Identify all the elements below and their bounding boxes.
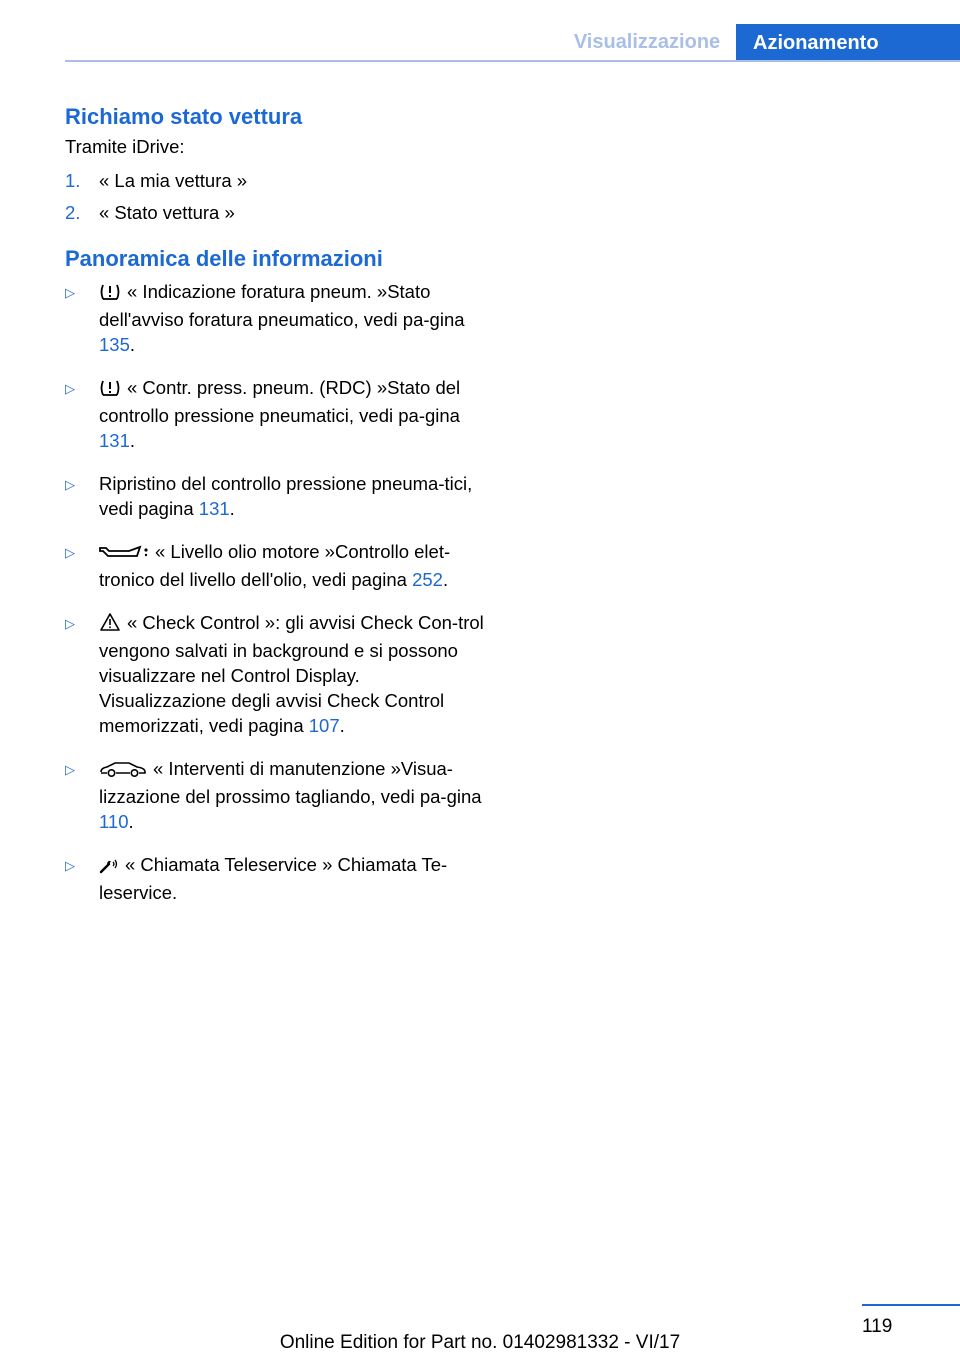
list-item — [65, 471, 485, 521]
bullet-triangle-icon: ▷ — [65, 477, 75, 492]
list-item — [65, 279, 485, 357]
page-reference-link[interactable]: 107 — [308, 715, 340, 736]
page-reference-link[interactable]: 135 — [99, 334, 130, 355]
list-item — [65, 199, 485, 227]
list-item-text — [99, 375, 485, 453]
item-description: « Check Control »: gli avvisi Check Con-trol vengono salvati in background e si possono visualizzare nel Control Display. Visualizzazione degli avvisi Check Control memorizzati, vedi pagina — [99, 612, 484, 736]
list-item-text — [99, 852, 485, 905]
item-description: « Livello olio motore »Controllo elet-tronico del livello dell'olio, vedi pagina — [99, 541, 451, 590]
list-item-text — [99, 471, 485, 521]
header-tab-azionamento[interactable]: Azionamento — [736, 24, 960, 62]
item-description: « Contr. press. pneum. (RDC) »Stato del controllo pressione pneumatici, vedi pa-gina — [99, 377, 461, 426]
list-item-text — [99, 610, 485, 738]
page-reference-link[interactable]: 110 — [99, 811, 129, 832]
item-description: « Interventi di manutenzione »Visua-lizzazione del prossimo tagliando, vedi pa-gina — [99, 758, 482, 807]
footer-edition: Online Edition for Part no. 01402981332 - VI/17 — [279, 1332, 681, 1353]
item-punctuation: . — [129, 334, 136, 355]
page-number-rule — [862, 1304, 960, 1306]
car-icon — [99, 759, 147, 784]
main-content — [65, 101, 485, 923]
item-punctuation: . — [129, 430, 136, 451]
list-item-text — [99, 539, 485, 592]
step-number: 1. — [65, 170, 81, 191]
item-description: « Chiamata Teleservice » Chiamata Te-leservice. — [99, 854, 448, 903]
step-text: « La mia vettura » — [99, 170, 248, 191]
warning-triangle-icon — [99, 612, 121, 638]
bullet-triangle-icon: ▷ — [65, 616, 75, 631]
bullet-triangle-icon: ▷ — [65, 545, 75, 560]
page-reference-link[interactable]: 252 — [412, 569, 443, 590]
intro-text: Tramite iDrive: — [65, 136, 185, 157]
page-reference-link[interactable]: 131 — [198, 498, 230, 519]
item-description: « Indicazione foratura pneum. »Stato dell'avviso foratura pneumatico, vedi pa-gina — [99, 281, 465, 330]
list-item-text — [99, 279, 485, 357]
tire-warning-icon — [99, 282, 121, 307]
section-title-richiamo: Richiamo stato vettura — [65, 104, 303, 129]
header-rule — [65, 60, 960, 62]
oil-can-icon — [99, 542, 149, 567]
step-text: « Stato vettura » — [99, 202, 235, 223]
list-item — [65, 375, 485, 453]
item-punctuation: . — [229, 498, 235, 519]
wrench-call-icon — [99, 855, 119, 880]
bullet-triangle-icon: ▷ — [65, 858, 75, 873]
item-punctuation: . — [128, 811, 134, 832]
step-number: 2. — [65, 202, 81, 223]
item-description: Ripristino del controllo pressione pneuma-tici, vedi pagina — [99, 473, 473, 519]
steps-list — [65, 167, 485, 227]
list-item — [65, 539, 485, 592]
item-punctuation: . — [442, 569, 449, 590]
item-punctuation: . — [339, 715, 345, 736]
section-title-panoramica: Panoramica delle informazioni — [65, 246, 383, 271]
list-item — [65, 610, 485, 738]
bullet-triangle-icon: ▷ — [65, 762, 75, 777]
list-item — [65, 167, 485, 195]
header-tab-visualizzazione[interactable]: Visualizzazione — [573, 30, 721, 53]
info-list — [65, 279, 485, 905]
page-number: 119 — [862, 1316, 893, 1337]
list-item — [65, 852, 485, 905]
list-item — [65, 756, 485, 834]
page-reference-link[interactable]: 131 — [99, 430, 130, 451]
list-item-text — [99, 756, 485, 834]
tire-warning-icon — [99, 378, 121, 403]
bullet-triangle-icon: ▷ — [65, 285, 75, 300]
bullet-triangle-icon: ▷ — [65, 381, 75, 396]
